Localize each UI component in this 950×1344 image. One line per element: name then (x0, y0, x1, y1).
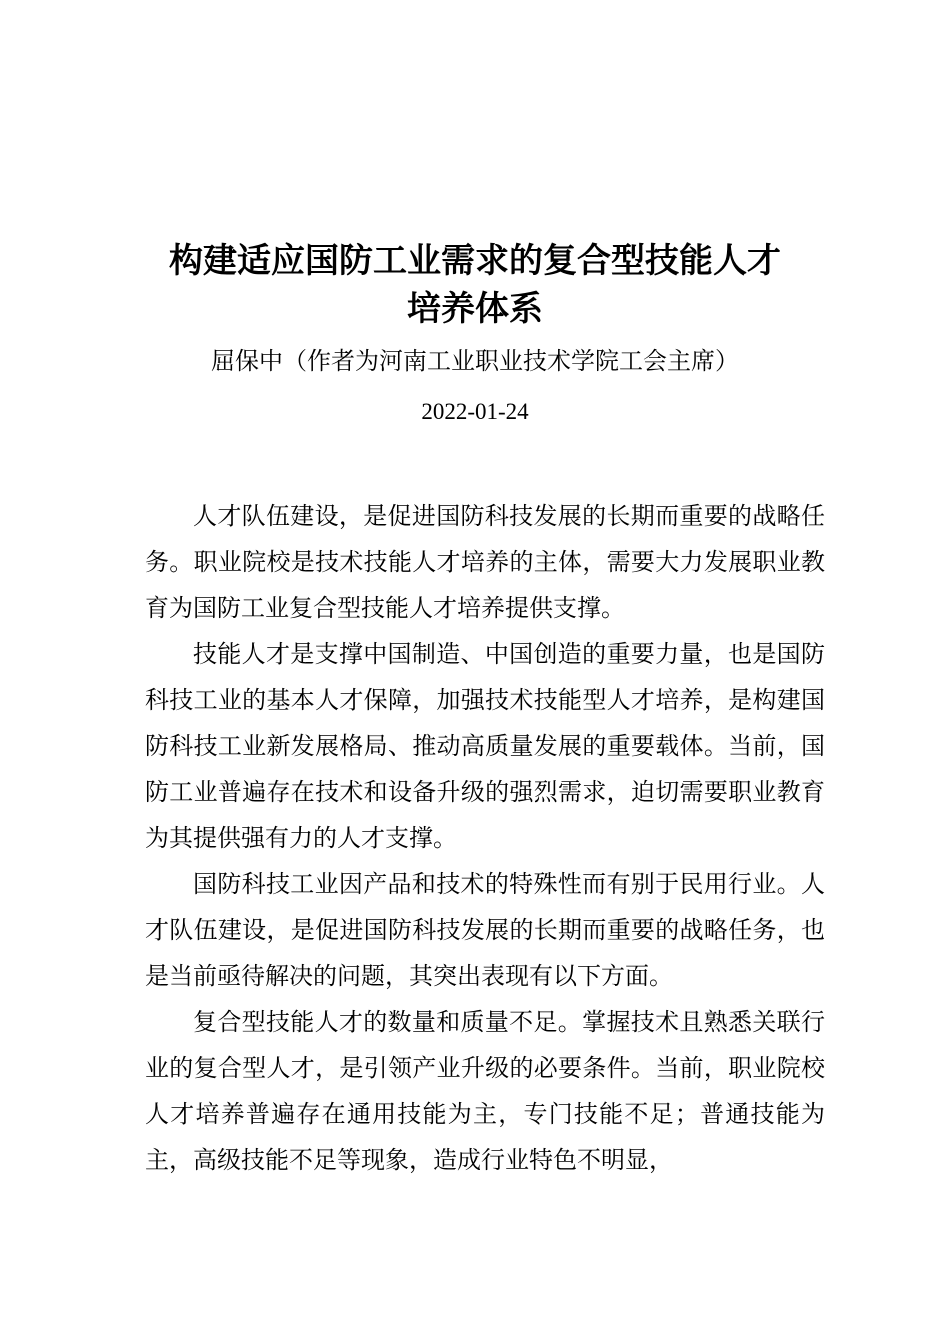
article-title-line-1: 构建适应国防工业需求的复合型技能人才 (169, 241, 781, 281)
article-date: 2022-01-24 (421, 399, 529, 424)
article-byline: 屈保中（作者为河南工业职业技术学院工会主席） (211, 347, 739, 375)
paragraph: 国防科技工业因产品和技术的特殊性而有别于民用行业。人才队伍建设，是促进国防科技发展的长期而重要的战略任务，也是当前亟待解决的问题，其突出表现有以下方面。 (145, 870, 825, 990)
article-body (145, 493, 825, 1183)
paragraph: 复合型技能人才的数量和质量不足。掌握技术且熟悉关联行业的复合型人才，是引领产业升级的必要条件。当前，职业院校人才培养普遍存在通用技能为主，专门技能不足；普通技能为主，高级技能不足等现象，造成行业特色不明显， (145, 1008, 825, 1174)
paragraph: 人才队伍建设，是促进国防科技发展的长期而重要的战略任务。职业院校是技术技能人才培养的主体，需要大力发展职业教育为国防工业复合型技能人才培养提供支撑。 (145, 502, 825, 622)
article-title-line-2: 培养体系 (407, 289, 543, 329)
paragraph: 技能人才是支撑中国制造、中国创造的重要力量，也是国防科技工业的基本人才保障，加强技术技能型人才培养，是构建国防科技工业新发展格局、推动高质量发展的重要载体。当前，国防工业普遍存在技术和设备升级的强烈需求，迫切需要职业教育为其提供强有力的人才支撑。 (145, 640, 825, 852)
